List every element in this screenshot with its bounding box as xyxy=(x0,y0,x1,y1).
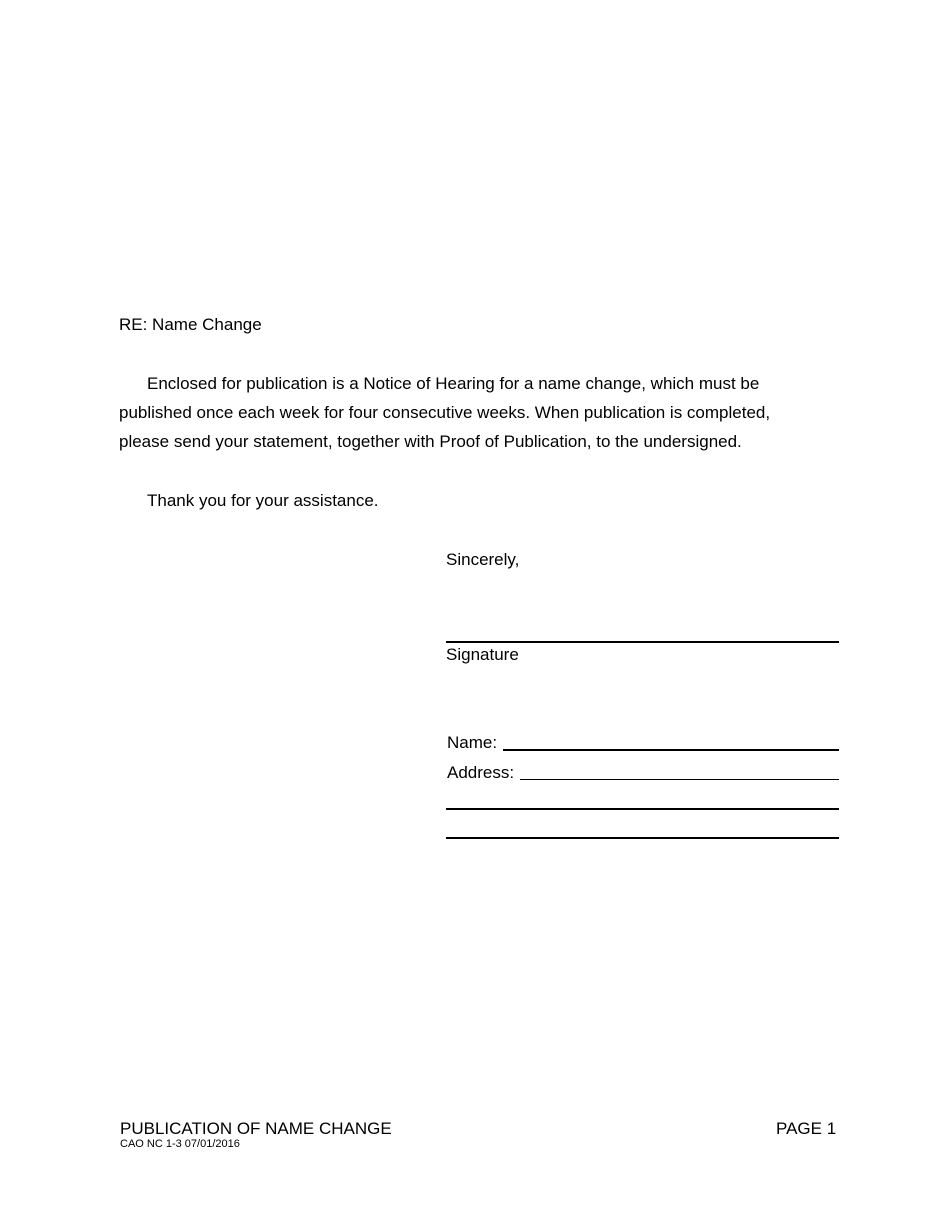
footer-title: PUBLICATION OF NAME CHANGE xyxy=(120,1119,392,1138)
signature-label: Signature xyxy=(446,645,519,664)
name-label: Name: xyxy=(447,733,498,752)
thank-you-line: Thank you for your assistance. xyxy=(147,491,379,510)
signature-line[interactable] xyxy=(446,641,839,643)
body-line: Enclosed for publication is a Notice of Hearing for a name change, which must be xyxy=(147,374,760,393)
footer-form-code: CAO NC 1-3 07/01/2016 xyxy=(120,1138,240,1150)
address-label: Address: xyxy=(447,763,515,782)
address-field-line-1[interactable] xyxy=(520,779,839,780)
footer-page-number: PAGE 1 xyxy=(776,1119,837,1138)
closing-sincerely: Sincerely, xyxy=(446,550,520,569)
address-field-line-3[interactable] xyxy=(446,837,839,839)
address-field-line-2[interactable] xyxy=(446,808,839,810)
body-line: please send your statement, together with Proof of Publication, to the undersigned. xyxy=(119,432,742,451)
name-field-line[interactable] xyxy=(503,749,839,751)
body-line: published once each week for four consecutive weeks. When publication is completed, xyxy=(119,403,771,422)
re-line: RE: Name Change xyxy=(119,315,262,334)
